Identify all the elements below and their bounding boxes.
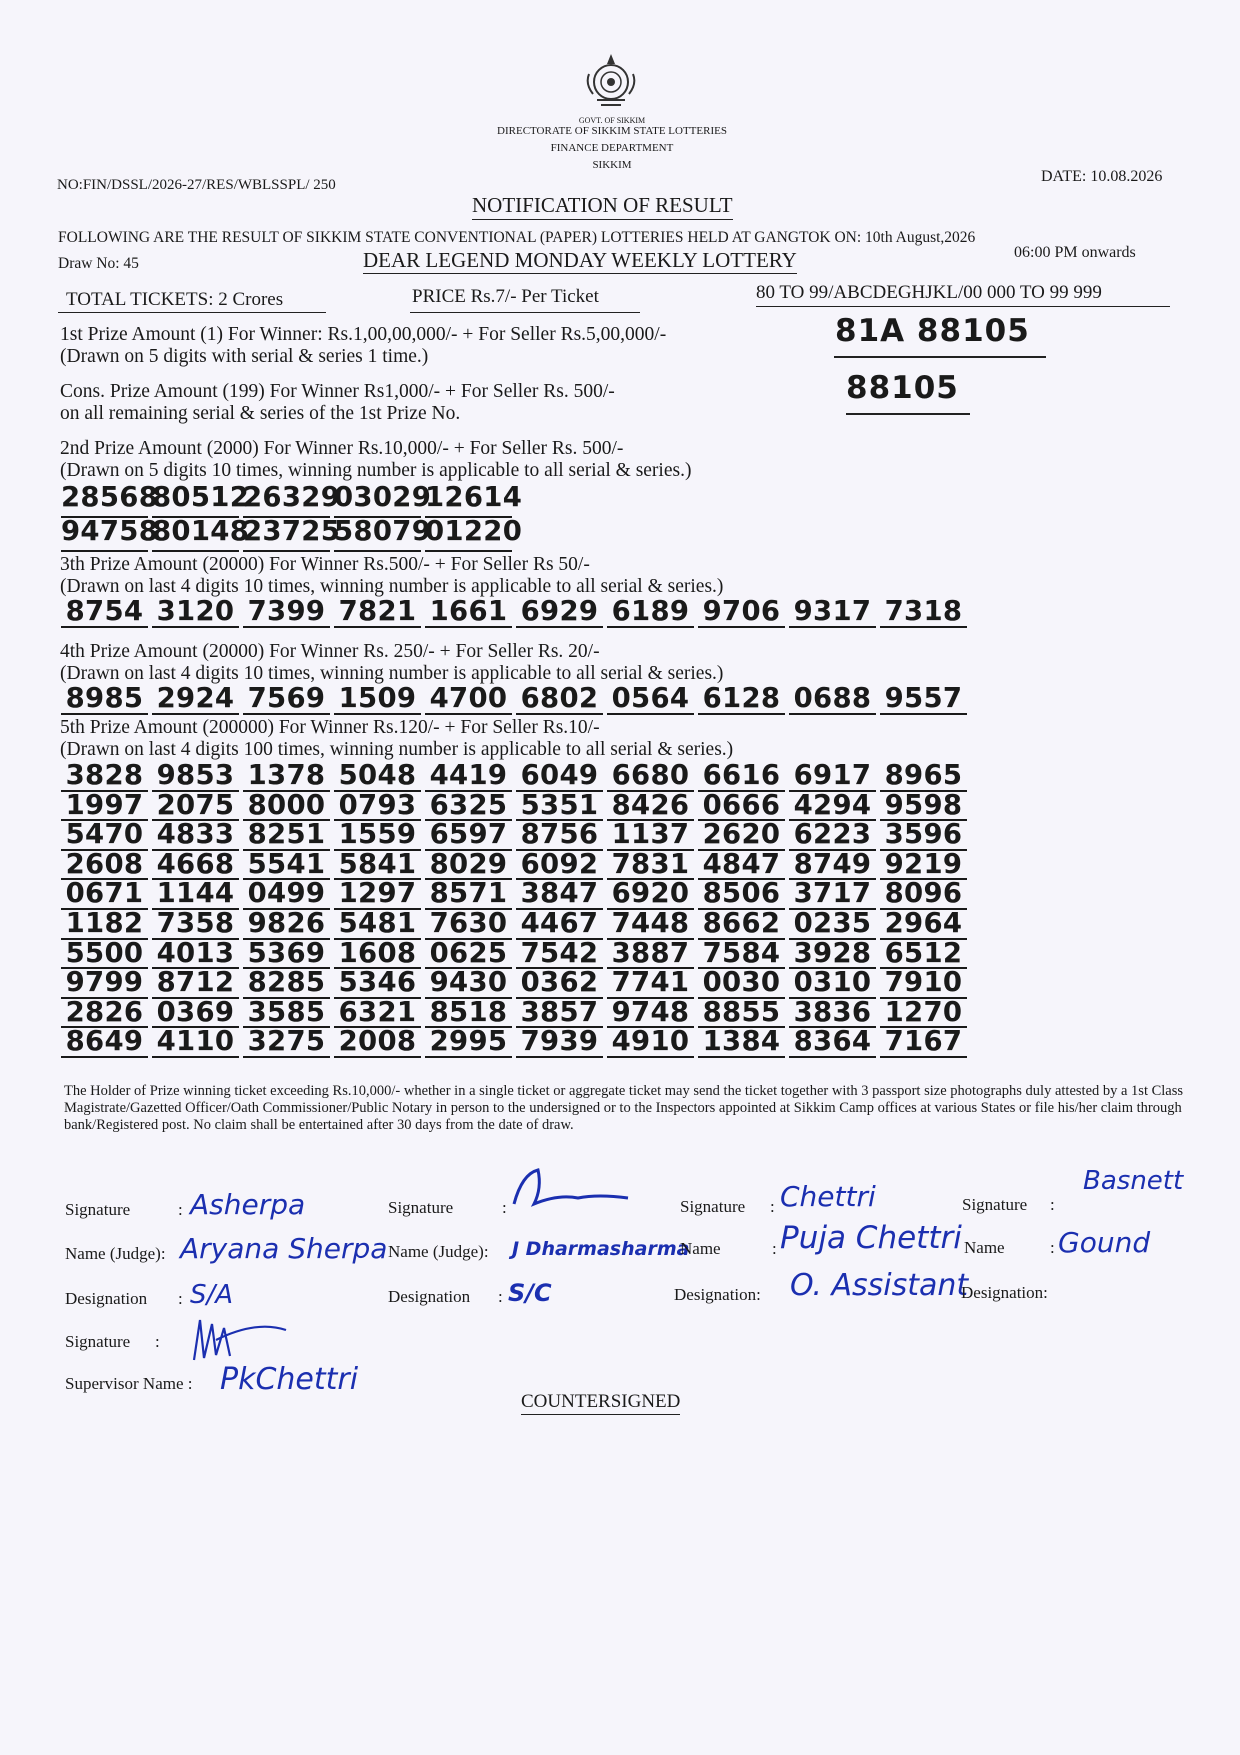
winning-number: 8649: [61, 1028, 148, 1058]
judge-label-1: Name (Judge):: [65, 1244, 166, 1263]
winning-number: 80512: [152, 484, 239, 518]
winning-number: 7821: [334, 598, 421, 628]
winning-number: 5470: [61, 821, 148, 851]
winning-number: 6512: [880, 940, 967, 970]
winning-number: 3120: [152, 598, 239, 628]
number-row: [61, 788, 971, 822]
winning-number: 2075: [152, 792, 239, 822]
winning-number: 7741: [607, 969, 694, 999]
winning-number: 6616: [698, 762, 785, 792]
number-row: [61, 818, 971, 851]
winning-number: 8251: [243, 821, 330, 851]
second-prize-line1: 2nd Prize Amount (2000) For Winner Rs.10,000/- + For Seller Rs. 500/-: [60, 438, 624, 459]
winning-number: 4419: [425, 762, 512, 792]
judge-name-2: J Dharmasharma: [512, 1238, 690, 1260]
total-tickets: TOTAL TICKETS: 2 Crores: [66, 289, 284, 310]
winning-number: 1270: [880, 999, 967, 1029]
ticket-range: 80 TO 99/ABCDEGHJKL/00 000 TO 99 999: [756, 282, 1102, 303]
sig-label-2: Signature: [388, 1198, 454, 1217]
number-row: [61, 966, 971, 999]
number-row: [61, 515, 523, 552]
designation-label-3: Designation:: [674, 1285, 761, 1304]
winning-number: 1384: [698, 1028, 785, 1058]
winning-number: 4013: [152, 940, 239, 970]
designation-2: S/C: [508, 1279, 552, 1307]
winning-number: 28568: [61, 484, 148, 518]
winning-number: 8965: [880, 762, 967, 792]
winning-number: 0793: [334, 792, 421, 822]
name-label-4: Name: [964, 1238, 1005, 1257]
sig-label-supervisor: Signature: [65, 1332, 131, 1351]
signature-1: Asherpa: [190, 1188, 306, 1221]
directorate-name: DIRECTORATE OF SIKKIM STATE LOTTERIES: [497, 125, 727, 137]
winning-number: 4910: [607, 1028, 694, 1058]
number-row: [61, 847, 971, 881]
winning-number: 2964: [880, 910, 967, 940]
winning-number: 6917: [789, 762, 876, 792]
number-row: [61, 936, 971, 970]
winning-number: 6321: [334, 999, 421, 1029]
winning-number: 80148: [152, 518, 239, 552]
winning-number: 0671: [61, 880, 148, 910]
winning-number: 3828: [61, 762, 148, 792]
winning-number: 3596: [880, 821, 967, 851]
winning-number: 0369: [152, 999, 239, 1029]
winning-number: 1997: [61, 792, 148, 822]
fifth-prize-line1: 5th Prize Amount (200000) For Winner Rs.120/- + For Seller Rs.10/-: [60, 717, 600, 738]
signature-4: Basnett: [1083, 1166, 1184, 1196]
winning-number: 7448: [607, 910, 694, 940]
notification-title: NOTIFICATION OF RESULT: [472, 193, 733, 220]
sig-label-4: Signature: [962, 1195, 1028, 1214]
winning-number: 3928: [789, 940, 876, 970]
cons-prize-line1: Cons. Prize Amount (199) For Winner Rs1,000/- + For Seller Rs. 500/-: [60, 381, 615, 402]
second-prize-line2: (Drawn on 5 digits 10 times, winning number is applicable to all serial & series.): [60, 460, 692, 481]
supervisor-name: PkChettri: [220, 1362, 359, 1397]
winning-number: 0625: [425, 940, 512, 970]
number-row: [61, 759, 971, 792]
winning-number: 1559: [334, 821, 421, 851]
winning-number: 8712: [152, 969, 239, 999]
winning-number: 0499: [243, 880, 330, 910]
notification-date: DATE: 10.08.2026: [1041, 168, 1163, 185]
winning-number: 9598: [880, 792, 967, 822]
winning-number: 9557: [880, 685, 967, 715]
winning-number: 2008: [334, 1028, 421, 1058]
winning-number: 9706: [698, 598, 785, 628]
winning-number: 5500: [61, 940, 148, 970]
third-prize-grid: [61, 595, 971, 628]
sig-label-1: Signature: [65, 1200, 131, 1219]
fifth-prize-line2: (Drawn on last 4 digits 100 times, winning number is applicable to all serial & series.): [60, 739, 734, 760]
winning-number: 9430: [425, 969, 512, 999]
total-tickets-underline: [58, 312, 326, 313]
countersigned-label: COUNTERSIGNED: [521, 1391, 680, 1415]
lottery-name: DEAR LEGEND MONDAY WEEKLY LOTTERY: [363, 248, 797, 272]
winning-number: 6929: [516, 598, 603, 628]
winning-number: 4294: [789, 792, 876, 822]
winning-number: 1509: [334, 685, 421, 715]
winning-number: 1182: [61, 910, 148, 940]
judge-label-2: Name (Judge):: [388, 1242, 489, 1261]
first-prize-underline: [834, 356, 1046, 358]
winning-number: 8518: [425, 999, 512, 1029]
winning-number: 3847: [516, 880, 603, 910]
name-label-3: Name: [680, 1239, 721, 1258]
winning-number: 2608: [61, 851, 148, 881]
first-prize-line2: (Drawn on 5 digits with serial & series 1 time.): [60, 346, 429, 367]
winning-number: 7630: [425, 910, 512, 940]
winning-number: 6223: [789, 821, 876, 851]
winning-number: 3717: [789, 880, 876, 910]
winning-number: 03029: [334, 484, 421, 518]
designation-1: S/A: [190, 1280, 234, 1310]
designation-label-2: Designation: [388, 1287, 471, 1306]
winning-number: 4833: [152, 821, 239, 851]
winning-number: 12614: [425, 484, 512, 518]
winning-number: 8364: [789, 1028, 876, 1058]
first-prize-number: 81A 88105: [835, 313, 1030, 349]
number-row: [61, 682, 971, 715]
winning-number: 8285: [243, 969, 330, 999]
winning-number: 3275: [243, 1028, 330, 1058]
department-name: FINANCE DEPARTMENT: [550, 142, 674, 154]
winning-number: 26329: [243, 484, 330, 518]
winning-number: 0235: [789, 910, 876, 940]
ticket-range-underline: [756, 306, 1170, 307]
number-row: [61, 877, 971, 910]
number-row: [61, 995, 971, 1029]
result-sheet: GOVT. OF SIKKIM DIRECTORATE OF SIKKIM STATE LOTTERIES FINANCE DEPARTMENT SIKKIM NO:FIN/DSSL/2026-27/RES/WBLSSPL/ 250 DATE: 10.08.2026 NOTIFICATION OF RESULT FOLLOWING ARE THE RESULT OF SIKKIM STATE CONVENTIONAL (PAPER) LOTTERIES HELD AT GANGTOK ON: 10th August,2026 Draw No: 45 06:00 PM onwards DEAR LEGEND MONDAY WEEKLY LOTTERY TOTAL TICKETS: 2 Crores PRICE Rs.7/- Per Ticket 80 TO 99/ABCDEGHJKL/00 000 TO 99 999 1st Prize Amount (1) For Winner: Rs.1,00,00,000/- + For Seller Rs.5,00,000/- (Drawn on 5 digits with serial & series 1 time.) 81A 88105 Cons. Prize Amount (199) For Winner Rs1,000/- + For Seller Rs. 500/- on all remaining serial & series of the 1st Prize No. 88105 2nd Prize Amount (2000) For Winner Rs.10,000/- + For Seller Rs. 500/- (Drawn on 5 digits 10 times, winning number is applicable to all serial & series.) 28568 80512 26329 03029 12614 94758 80148 23725 58079 01220 3th Prize Amount (20000) For Winner Rs.500/- + For Seller Rs 50/- (Drawn on last 4 digits 10 times, winning number is applicable to all serial & series.) 8754 3120 7399 7821 1661 6929 6189 9706 9317 7318 4th Prize Amount (20000) For Winner Rs. 250/- + For Seller Rs. 20/- (Drawn on last 4 digits 10 times, winning number is applicable to all serial & series.) 8985 2924 7569 1509 4700 6802 0564 6128 0688 9557 5th Prize Amount (200000) For Winner Rs.120/- + For Seller Rs.10/- (Drawn on last 4 digits 100 times, winning number is applicable to all serial & series.) 3828 9853 1378 5048 4419 6049 6680 6616 6917 8965 1997 2075 8000 0793 6325 5351 8426 0666 4294 9598 5470 4833 8251 1559 6597 8756 1137 2620 6223 3596 2608 4668 5541 5841 8029 6092 7831 4847 8749 9219 0671 1144 0499 1297 8571 3847 6920 8506 3717 8096 1182 7358 9826 5481 7630 4467 7448 8662 0235 2964 5500 4013 5369 1608 0625 7542 3887 7584 3928 6512 9799 8712 8285 5346 9430 0362 7741 0030 0310 7910 2826 0369 3585 6321 8518 3857 9748 8855 3836 1270 8649 4110 3275 2008 2995 7939 4910 1384 8364 7167 The Holder of Prize winning ticket exceeding Rs.10,000/- whether in a single ticket or aggregate ticket may send the ticket together with 3 passport size photographs duly attested by a 1st Class Magistrate/Gazetted Officer/Oath Commissioner/Public Notary in person to the undersigned or to the Inspectors appointed at Sikkim Camp offices at various States or file his/her claim through bank/Registered post. No claim shall be entertained after 30 days from the date of draw. Signature : Asherpa Name (Judge): Aryana Sherpa Designation : S/A Signature : Supervisor Name : PkChettri Signature : Name (Judge): J Dharmasharma Designation : S/C Signature : Chettri Name : Puja Chettri Designation: O. Assistant Signature : Basnett Name : Gound Designation: COUNTERSIGNED: [0, 0, 1240, 1755]
winning-number: 6597: [425, 821, 512, 851]
winning-number: 23725: [243, 518, 330, 552]
winning-number: 1144: [152, 880, 239, 910]
winning-number: 2995: [425, 1028, 512, 1058]
winning-number: 8029: [425, 851, 512, 881]
draw-time: 06:00 PM onwards: [1014, 244, 1136, 261]
winning-number: 7569: [243, 685, 330, 715]
winning-number: 6189: [607, 598, 694, 628]
winning-number: 4668: [152, 851, 239, 881]
signature-3: Chettri: [780, 1180, 876, 1213]
designation-label-4: Designation:: [961, 1283, 1048, 1302]
winning-number: 0688: [789, 685, 876, 715]
cons-prize-underline: [846, 413, 970, 415]
winning-number: 8096: [880, 880, 967, 910]
winning-number: 9748: [607, 999, 694, 1029]
name-4: Gound: [1058, 1226, 1151, 1259]
winning-number: 2924: [152, 685, 239, 715]
winning-number: 94758: [61, 518, 148, 552]
winning-number: 8571: [425, 880, 512, 910]
winning-number: 7167: [880, 1028, 967, 1058]
winning-number: 2620: [698, 821, 785, 851]
winning-number: 7318: [880, 598, 967, 628]
winning-number: 0564: [607, 685, 694, 715]
cons-prize-line2: on all remaining serial & series of the 1st Prize No.: [60, 403, 461, 424]
first-prize-line1: 1st Prize Amount (1) For Winner: Rs.1,00,00,000/- + For Seller Rs.5,00,000/-: [60, 324, 667, 345]
winning-number: 0310: [789, 969, 876, 999]
emblem-caption: GOVT. OF SIKKIM: [578, 116, 646, 125]
cons-prize-number: 88105: [846, 370, 959, 406]
state-emblem-icon: [583, 52, 639, 114]
fourth-prize-line1: 4th Prize Amount (20000) For Winner Rs. 250/- + For Seller Rs. 20/-: [60, 641, 600, 662]
winning-number: 3887: [607, 940, 694, 970]
winning-number: 0030: [698, 969, 785, 999]
winning-number: 8749: [789, 851, 876, 881]
designation-label-1: Designation: [65, 1289, 148, 1308]
third-prize-line1: 3th Prize Amount (20000) For Winner Rs.500/- + For Seller Rs 50/-: [60, 554, 590, 575]
result-intro: FOLLOWING ARE THE RESULT OF SIKKIM STATE CONVENTIONAL (PAPER) LOTTERIES HELD AT GANGTOK ON: 10th August,2026: [58, 229, 976, 246]
winning-number: 5346: [334, 969, 421, 999]
ticket-price-underline: [410, 312, 640, 313]
third-prize-line2: (Drawn on last 4 digits 10 times, winning number is applicable to all serial & series.): [60, 576, 724, 597]
reference-number: NO:FIN/DSSL/2026-27/RES/WBLSSPL/ 250: [57, 177, 336, 193]
winning-number: 6092: [516, 851, 603, 881]
winning-number: 1661: [425, 598, 512, 628]
winning-number: 8426: [607, 792, 694, 822]
supervisor-label: Supervisor Name :: [65, 1374, 193, 1393]
state-name: SIKKIM: [592, 159, 632, 171]
claim-instructions: The Holder of Prize winning ticket exceeding Rs.10,000/- whether in a single ticket or aggregate ticket may send the ticket together with 3 passport size photographs duly attested by a 1st Class Magistrate/Gazetted Officer/Oath Commissioner/Public Notary in person to the undersigned or to the Inspectors appointed at Sikkim Camp offices at various States or file his/her claim through bank/Registered post. No claim shall be entertained after 30 days from the date of draw.: [64, 1083, 1184, 1133]
fourth-prize-grid: [61, 682, 971, 715]
winning-number: 4110: [152, 1028, 239, 1058]
winning-number: 9799: [61, 969, 148, 999]
winning-number: 9826: [243, 910, 330, 940]
winning-number: 7584: [698, 940, 785, 970]
winning-number: 7831: [607, 851, 694, 881]
supervisor-signature-icon: [186, 1300, 296, 1370]
winning-number: 7910: [880, 969, 967, 999]
winning-number: 1378: [243, 762, 330, 792]
winning-number: 0666: [698, 792, 785, 822]
winning-number: 6325: [425, 792, 512, 822]
winning-number: 5048: [334, 762, 421, 792]
winning-number: 6680: [607, 762, 694, 792]
winning-number: 5481: [334, 910, 421, 940]
number-row: [61, 595, 971, 628]
number-row: [61, 481, 523, 518]
sig-label-3: Signature: [680, 1197, 746, 1216]
winning-number: 4467: [516, 910, 603, 940]
winning-number: 1137: [607, 821, 694, 851]
signature-2-icon: [508, 1164, 638, 1214]
winning-number: 5541: [243, 851, 330, 881]
second-prize-grid: [61, 481, 523, 552]
winning-number: 6049: [516, 762, 603, 792]
winning-number: 1608: [334, 940, 421, 970]
winning-number: 4700: [425, 685, 512, 715]
winning-number: 8754: [61, 598, 148, 628]
winning-number: 6920: [607, 880, 694, 910]
winning-number: 8985: [61, 685, 148, 715]
winning-number: 0362: [516, 969, 603, 999]
winning-number: 8756: [516, 821, 603, 851]
winning-number: 58079: [334, 518, 421, 552]
judge-name-1: Aryana Sherpa: [180, 1232, 388, 1265]
winning-number: 1297: [334, 880, 421, 910]
winning-number: 8662: [698, 910, 785, 940]
draw-number: Draw No: 45: [58, 255, 139, 272]
winning-number: 4847: [698, 851, 785, 881]
winning-number: 9317: [789, 598, 876, 628]
ticket-price: PRICE Rs.7/- Per Ticket: [412, 286, 599, 307]
winning-number: 3857: [516, 999, 603, 1029]
winning-number: 7939: [516, 1028, 603, 1058]
number-row: [61, 1025, 971, 1058]
winning-number: 6128: [698, 685, 785, 715]
number-row: [61, 906, 971, 940]
winning-number: 01220: [425, 518, 512, 552]
winning-number: 6802: [516, 685, 603, 715]
winning-number: 5841: [334, 851, 421, 881]
winning-number: 5351: [516, 792, 603, 822]
winning-number: 2826: [61, 999, 148, 1029]
winning-number: 7399: [243, 598, 330, 628]
designation-3: O. Assistant: [790, 1268, 969, 1303]
winning-number: 3585: [243, 999, 330, 1029]
winning-number: 7358: [152, 910, 239, 940]
winning-number: 8506: [698, 880, 785, 910]
winning-number: 9219: [880, 851, 967, 881]
winning-number: 9853: [152, 762, 239, 792]
fifth-prize-grid: [61, 759, 971, 1058]
winning-number: 5369: [243, 940, 330, 970]
winning-number: 3836: [789, 999, 876, 1029]
winning-number: 7542: [516, 940, 603, 970]
name-3: Puja Chettri: [780, 1220, 962, 1256]
winning-number: 8000: [243, 792, 330, 822]
fourth-prize-line2: (Drawn on last 4 digits 10 times, winning number is applicable to all serial & series.): [60, 663, 724, 684]
winning-number: 8855: [698, 999, 785, 1029]
